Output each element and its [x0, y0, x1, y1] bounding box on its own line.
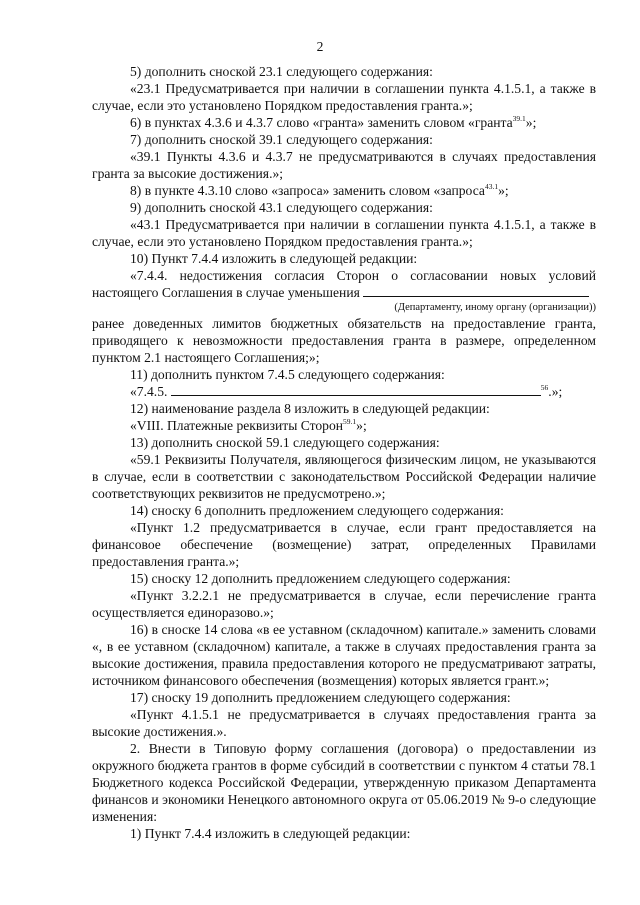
- blank-line: [363, 284, 589, 297]
- paragraph: «Пункт 4.1.5.1 не предусматривается в случаях предоставления гранта за высокие достижения.».: [92, 707, 596, 739]
- paragraph: 12) наименование раздела 8 изложить в следующей редакции:: [130, 401, 490, 416]
- field-caption: (Департаменту, иному органу (организации)): [394, 302, 596, 313]
- paragraph: 2. Внести в Типовую форму соглашения (договора) о предоставлении из окружного бюджета грантов в форме субсидий в соответствии с пунктом 4 статьи 78.1 Бюджетного кодекса Российской Федерации, утвержденную приказом Департамента финансов и экономики Ненецкого автономного округа от 05.06.2019 № 9-о следующие изменения:: [92, 741, 596, 824]
- blank-line: [171, 383, 541, 396]
- paragraph: «23.1 Предусматривается при наличии в соглашении пункта 4.1.5.1, а также в случае, если это установлено Порядком предоставления гранта.»;: [92, 81, 596, 113]
- paragraph: 17) сноску 19 дополнить предложением следующего содержания:: [130, 690, 511, 705]
- page-number: 2: [316, 39, 324, 54]
- footnote-ref: 39.1: [512, 114, 526, 123]
- paragraph: «59.1 Реквизиты Получателя, являющегося физическим лицом, не указываются в случае, если в соответствии с законодательством Российской Федерации наличие соответствующих реквизитов не предусмотрено.»;: [92, 452, 596, 501]
- paragraph: 11) дополнить пунктом 7.4.5 следующего содержания:: [130, 367, 445, 382]
- footnote-ref: 43.1: [484, 182, 499, 191]
- footnote-ref: 56: [540, 383, 549, 392]
- paragraph: «Пункт 1.2 предусматривается в случае, если грант предоставляется на финансовое обеспечение (возмещение) затрат, определенных Правилами предоставления гранта.»;: [92, 520, 596, 569]
- paragraph: «7.4.5. $^{56}$.»;: [130, 383, 563, 399]
- paragraph: 9) дополнить сноской 43.1 следующего содержания:: [130, 200, 433, 215]
- paragraph: 10) Пункт 7.4.4 изложить в следующей редакции:: [130, 251, 418, 266]
- paragraph: 14) сноску 6 дополнить предложением следующего содержания:: [130, 503, 504, 518]
- paragraph: 7) дополнить сноской 39.1 следующего содержания:: [130, 132, 433, 147]
- paragraph: 5) дополнить сноской 23.1 следующего содержания:: [130, 64, 433, 79]
- paragraph: 16) в сноске 14 слова «в ее уставном (складочном) капитале.» заменить словами «, в ее уставном (складочном) капитале, а также в случаях предоставления гранта за высокие достижения, правила предоставления которого не предусматривают затраты, источником финансового обеспечения (возмещения) которых является грант.»;: [92, 622, 596, 688]
- paragraph: 13) дополнить сноской 59.1 следующего содержания:: [130, 435, 440, 450]
- paragraph: «43.1 Предусматривается при наличии в соглашении пункта 4.1.5.1, а также в случае, если это установлено Порядком предоставления гранта.»;: [92, 217, 596, 249]
- paragraph: 6) в пунктах 4.3.6 и 4.3.7 слово «гранта» заменить словом «гранта$^{39.1}$»;: [130, 114, 537, 130]
- document-body: [92, 63, 596, 842]
- paragraph: 1) Пункт 7.4.4 изложить в следующей редакции:: [130, 826, 411, 841]
- paragraph: 15) сноску 12 дополнить предложением следующего содержания:: [130, 571, 511, 586]
- paragraph: 8) в пункте 4.3.10 слово «запроса» заменить словом «запроса$^{43.1}$»;: [130, 182, 509, 198]
- paragraph: ранее доведенных лимитов бюджетных обязательств на предоставление гранта, приводящего к невозможности предоставления гранта в размере, определенном пунктом 2.1 настоящего Соглашения;»;: [92, 316, 596, 365]
- paragraph: «39.1 Пункты 4.3.6 и 4.3.7 не предусматриваются в случаях предоставления гранта за высокие достижения.»;: [92, 149, 596, 181]
- paragraph: «VIII. Платежные реквизиты Сторон$^{59.1}$»;: [130, 417, 367, 433]
- footnote-ref: 59.1: [343, 417, 357, 426]
- paragraph: «Пункт 3.2.2.1 не предусматривается в случае, если перечисление гранта осуществляется единоразово.»;: [92, 588, 596, 620]
- paragraph: «7.4.4. недостижения согласия Сторон о согласовании новых условий настоящего Соглашения в случае уменьшения: [92, 268, 596, 300]
